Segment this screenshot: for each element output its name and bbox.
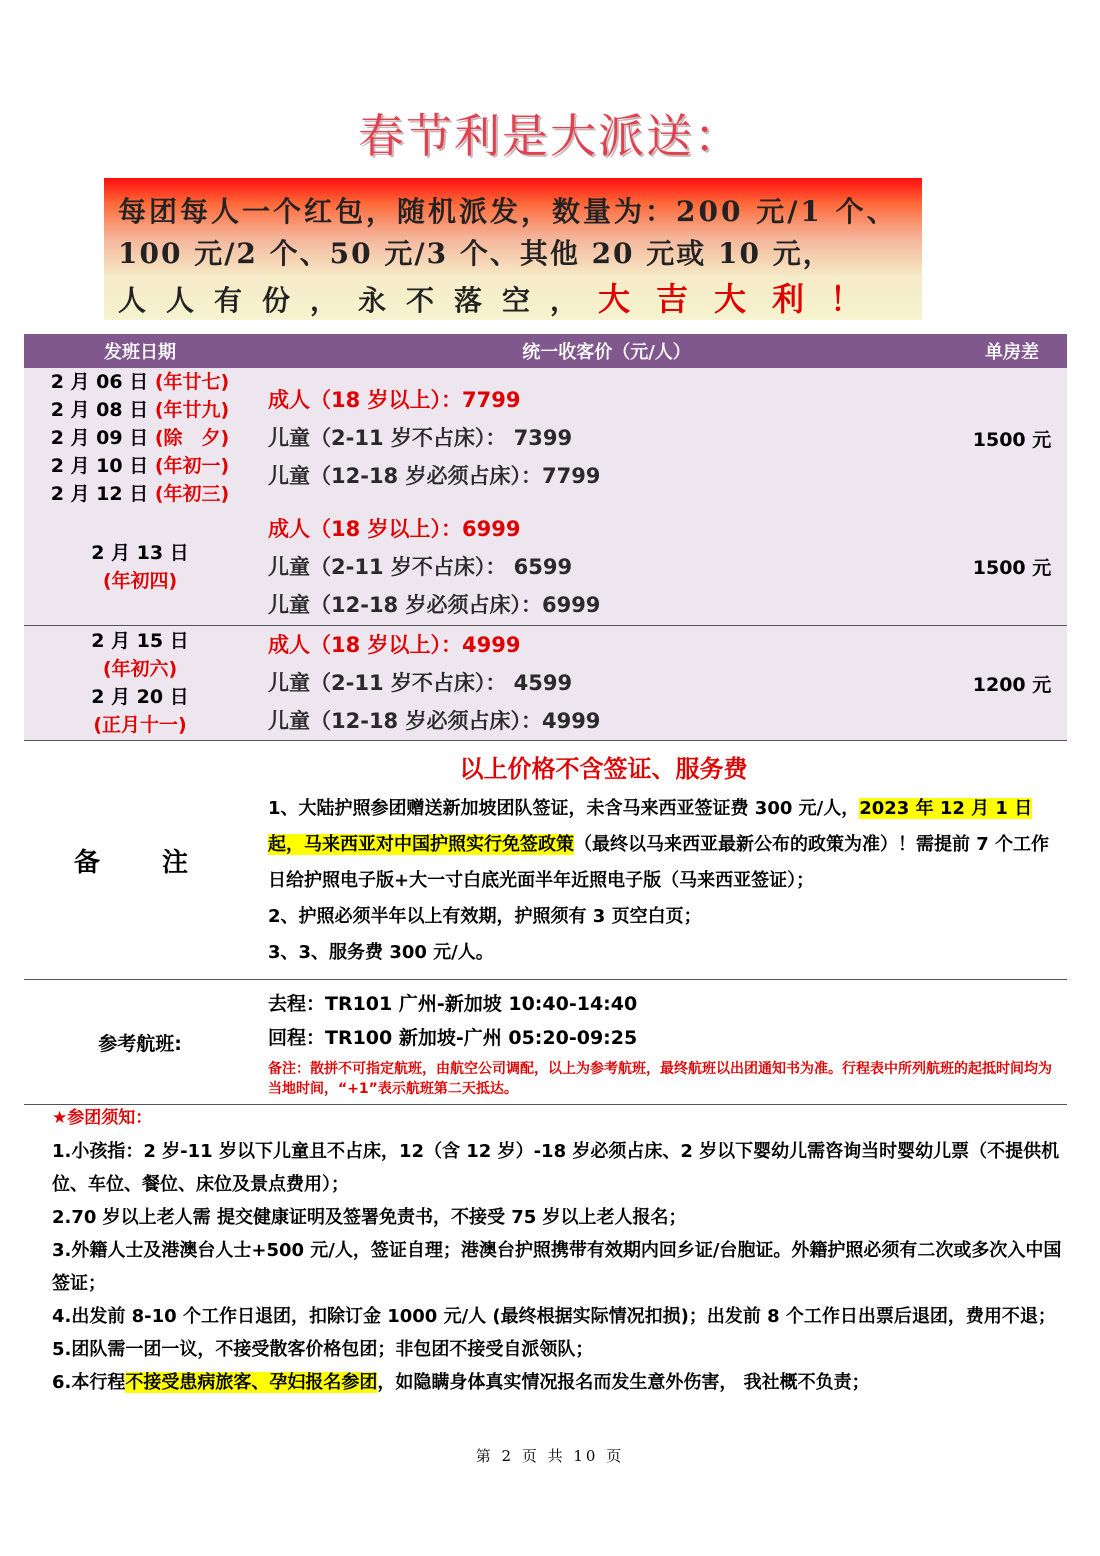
notes-item-1: 1、大陆护照参团赠送新加坡团队签证，未含马来西亚签证费 300 元/人，2023 年 12 月 1 日起，马来西亚对中国护照实行免签政策（最终以马来西亚最新公布的政策为准）！需提前 7 个工作日给护照电子版+大一寸白底光面半年近照电子版（马来西亚签证）；: [268, 798, 1050, 891]
price-list: [256, 508, 957, 626]
departure-dates: [24, 368, 256, 508]
date-label: (正月十一): [93, 714, 187, 736]
price-list: [256, 626, 957, 741]
banner-line-3-text: 人人有份，永不落空，: [118, 284, 599, 317]
notes-body: [256, 741, 1067, 980]
price-table: [24, 334, 1067, 1105]
date-line: 2 月 08 日 (年廿九): [50, 399, 230, 421]
date-line: 2 月 20 日: [91, 686, 189, 708]
single-supplement: 1500 元: [957, 508, 1067, 626]
price-adult: 成人（18 岁以上）：4999: [268, 633, 521, 657]
notes-headline: 以上价格不含签证、服务费: [459, 755, 748, 783]
notes-item-3: 3、3、服务费 300 元/人。: [268, 942, 494, 963]
tour-notice: [52, 1102, 1062, 1399]
notes-highlight: 2023 年 12 月 1 日起，马来西亚对中国护照实行免签政策: [268, 798, 1033, 855]
page-title: 春节利是大派送：: [358, 109, 742, 163]
flight-note: 备注：散拼不可指定航班，由航空公司调配，以上为参考航班，最终航班以出团通知书为准。行程表中所列航班的起抵时间均为当地时间，“+1”表示航班第二天抵达。: [268, 1061, 1052, 1097]
notice-item-3: 3.外籍人士及港澳台人士+500 元/人，签证自理；港澳台护照携带有效期内回乡证/台胞证。外籍护照必须有二次或多次入中国签证；: [52, 1240, 1062, 1294]
date-line: 2 月 15 日: [91, 630, 189, 652]
notice-title: ★参团须知：: [52, 1108, 153, 1128]
table-row: [24, 368, 1067, 508]
date-label: (年初四): [102, 569, 178, 592]
banner-line-1: 每团每人一个红包，随机派发，数量为：200 元/1 个、: [118, 195, 898, 228]
date-label: (年初六): [102, 658, 178, 680]
header-date: 发班日期: [24, 334, 256, 368]
table-row: [24, 508, 1067, 626]
date-line: 2 月 12 日 (年初三): [50, 483, 230, 505]
banner-line-3: [118, 274, 912, 320]
notice-item-1: 1.小孩指：2 岁-11 岁以下儿童且不占床，12（含 12 岁）-18 岁必须占床、2 岁以下婴幼儿需咨询当时婴幼儿票（不提供机位、车位、餐位、床位及景点费用）；: [52, 1141, 1060, 1195]
price-child-bed: 儿童（12-18 岁必须占床）：4999: [268, 709, 601, 733]
table-row: [24, 626, 1067, 741]
flight-outbound: 去程：TR101 广州-新加坡 10:40-14:40: [268, 993, 638, 1015]
flights-row: [24, 980, 1067, 1105]
flight-return: 回程：TR100 新加坡-广州 05:20-09:25: [268, 1027, 638, 1049]
price-child-no-bed: 儿童（2-11 岁不占床）： 4599: [268, 671, 573, 695]
price-child-bed: 儿童（12-18 岁必须占床）：7799: [268, 464, 601, 488]
price-child-no-bed: 儿童（2-11 岁不占床）： 7399: [268, 426, 573, 450]
date-line: 2 月 09 日 (除 夕): [50, 427, 230, 449]
notes-label: 备 注: [24, 741, 256, 980]
price-adult: 成人（18 岁以上）：6999: [268, 516, 521, 541]
departure-dates: [24, 626, 256, 741]
flights-label: 参考航班:: [24, 980, 256, 1105]
notice-highlight: 不接受患病旅客、孕妇报名参团: [125, 1372, 378, 1393]
notes-item-2: 2、护照必须半年以上有效期，护照须有 3 页空白页；: [268, 906, 702, 927]
price-adult: 成人（18 岁以上）：7799: [268, 388, 521, 412]
date-line: 2 月 13 日: [91, 541, 189, 564]
single-supplement: 1500 元: [957, 368, 1067, 508]
banner-line-2: 100 元/2 个、50 元/3 个、其他 20 元或 10 元，: [118, 237, 833, 270]
banner-lucky-text: 大吉大利！: [598, 280, 889, 318]
header-price: 统一收客价（元/人）: [256, 334, 957, 368]
date-line: 2 月 10 日 (年初一): [50, 455, 230, 477]
price-child-no-bed: 儿童（2-11 岁不占床）： 6599: [268, 554, 573, 579]
notice-item-2: 2.70 岁以上老人需 提交健康证明及签署免责书，不接受 75 岁以上老人报名；: [52, 1207, 687, 1228]
notice-item-4: 4.出发前 8-10 个工作日退团，扣除订金 1000 元/人 (最终根据实际情况扣损)；出发前 8 个工作日出票后退团，费用不退；: [52, 1306, 1056, 1327]
flights-body: [256, 980, 1067, 1105]
notes-row: [24, 741, 1067, 980]
red-packet-banner: [104, 178, 922, 320]
notice-item-6: 6.本行程不接受患病旅客、孕妇报名参团，如隐瞒身体真实情况报名而发生意外伤害， 我社概不负责；: [52, 1372, 870, 1393]
single-supplement: 1200 元: [957, 626, 1067, 741]
price-child-bed: 儿童（12-18 岁必须占床）：6999: [268, 592, 601, 617]
date-line: 2 月 06 日 (年廿七): [50, 371, 230, 393]
notice-item-5: 5.团队需一团一议，不接受散客价格包团；非包团不接受自派领队；: [52, 1339, 594, 1360]
header-single-supplement: 单房差: [957, 334, 1067, 368]
table-header-row: [24, 334, 1067, 368]
price-list: [256, 368, 957, 508]
departure-dates: [24, 508, 256, 626]
page-number: 第 2 页 共 10 页: [475, 1447, 625, 1465]
